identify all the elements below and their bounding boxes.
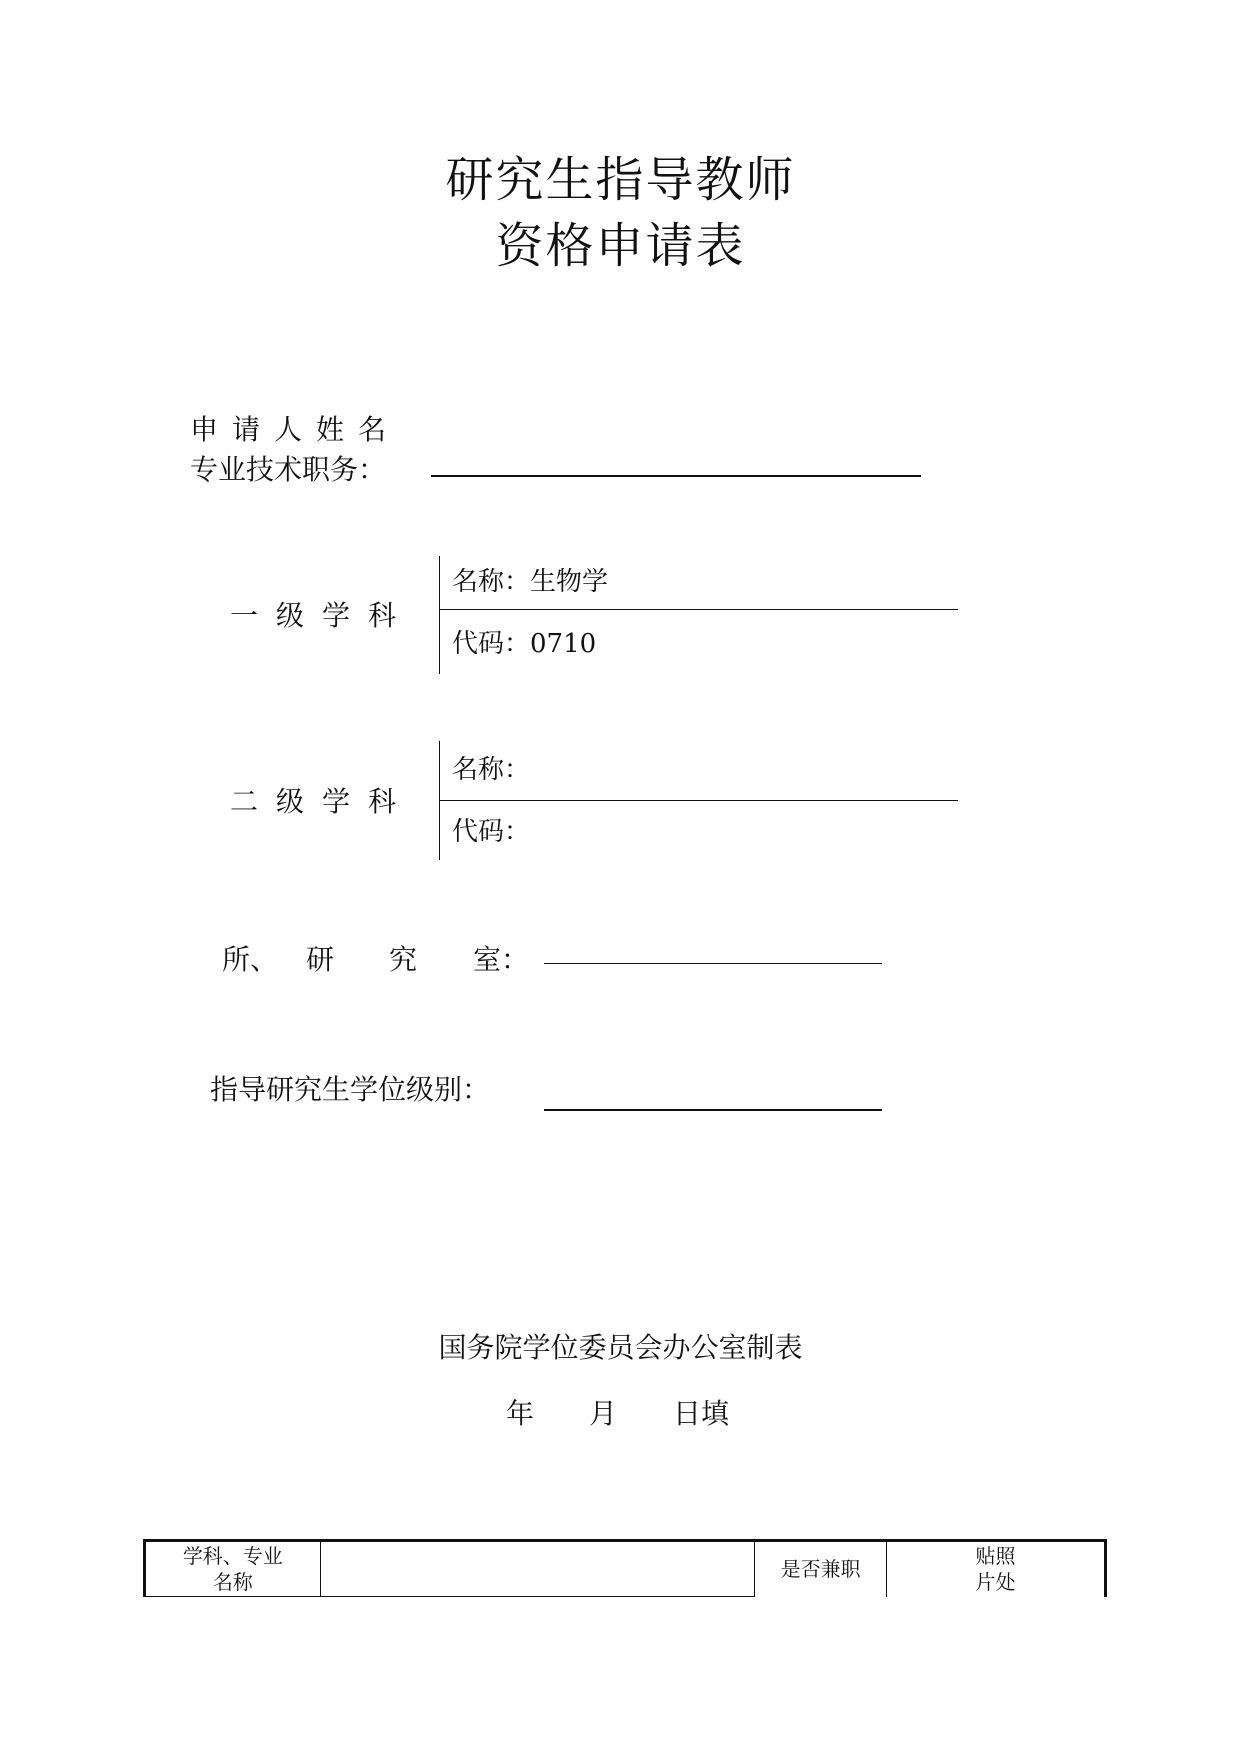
date-day-label: 日填: [673, 1397, 730, 1430]
form-title-line1: 研究生指导教师: [445, 152, 796, 208]
department-field[interactable]: [544, 963, 882, 964]
major-value-cell[interactable]: [320, 1541, 755, 1597]
first-discipline-row-line: [439, 609, 958, 610]
issuer-text: 国务院学位委员会办公室制表: [438, 1331, 803, 1364]
table-row: [145, 1541, 1106, 1597]
date-month-label: 月: [589, 1397, 618, 1430]
department-label-2: 研: [306, 943, 335, 976]
first-discipline-divider: [439, 556, 440, 674]
first-discipline-name: 名称：生物学: [452, 567, 609, 597]
second-discipline-name[interactable]: 名称：: [452, 755, 531, 785]
info-table: [143, 1539, 1107, 1597]
second-discipline-label: 二级学科: [230, 785, 415, 818]
photo-label-line1: 贴照: [975, 1544, 1016, 1569]
department-label-4: 室：: [473, 943, 530, 976]
professional-title-label: 专业技术职务：: [190, 453, 387, 486]
photo-label-line2: 片处: [975, 1570, 1016, 1595]
department-label-3: 究: [389, 943, 418, 976]
department-label-1: 所、: [222, 943, 279, 976]
first-discipline-label: 一级学科: [230, 599, 415, 632]
applicant-name-label: 申请人姓名: [190, 413, 401, 446]
date-year-label: 年: [506, 1397, 535, 1430]
major-label-line1: 学科、专业: [182, 1544, 283, 1568]
major-label-line2: 名称: [212, 1570, 253, 1594]
professional-title-field[interactable]: [431, 475, 921, 477]
supervision-level-label: 指导研究生学位级别：: [210, 1073, 491, 1106]
form-title-line2: 资格申请表: [495, 218, 746, 274]
second-discipline-code[interactable]: 代码：: [452, 817, 531, 847]
major-label-cell: [145, 1541, 321, 1597]
parttime-label-cell: 是否兼职: [755, 1541, 887, 1597]
supervision-level-field[interactable]: [544, 1109, 882, 1111]
first-discipline-code: 代码：0710: [452, 629, 597, 659]
photo-cell: [887, 1541, 1106, 1597]
second-discipline-row-line: [439, 800, 958, 801]
